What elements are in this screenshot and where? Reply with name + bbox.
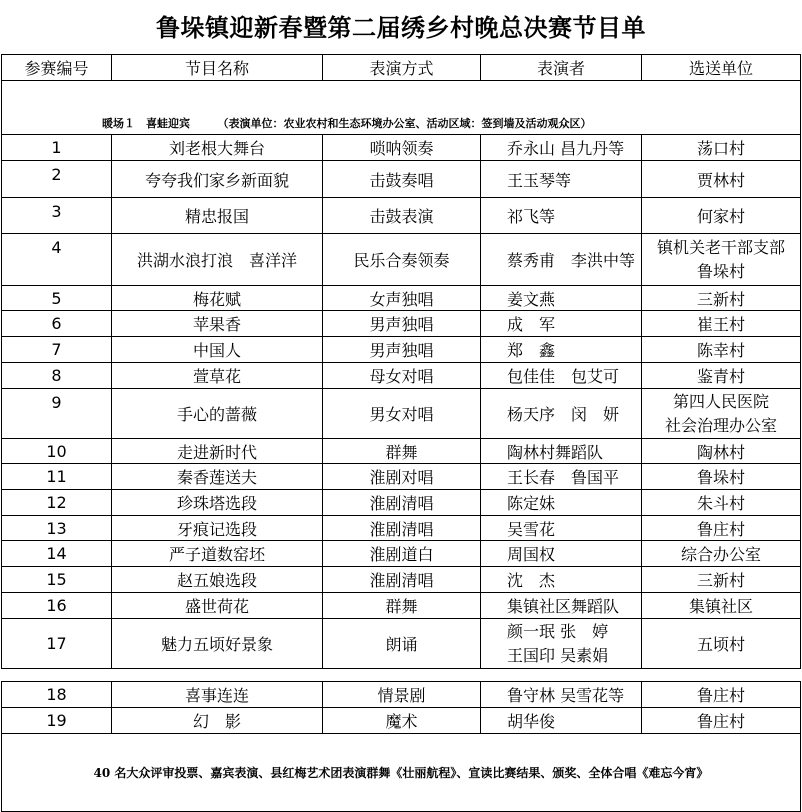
performance-type: 淮剧对唱 [323,464,481,490]
submitting-unit: 集镇社区 [642,593,801,619]
program-name: 喜事连连 [112,682,323,708]
submitting-unit: 鉴青村 [642,363,801,389]
submitting-unit-line-1: 第四人民医院 [672,391,769,411]
submitting-unit: 五顷村 [642,619,801,669]
table-row [2,593,801,619]
entry-number: 17 [2,619,112,669]
performer-line-2: 王国印 吴素娟 [507,645,609,665]
table-row [2,567,801,593]
performance-type: 击鼓奏唱 [323,161,481,198]
performer: 杨天序 闵 妍 [481,389,642,439]
entry-number: 12 [2,490,112,516]
entry-number: 4 [2,234,112,286]
performance-type: 淮剧清唱 [323,516,481,541]
performance-type: 群舞 [323,593,481,619]
entry-number: 10 [2,439,112,464]
performance-type: 淮剧清唱 [323,567,481,593]
program-name: 中国人 [112,337,323,363]
table-row [2,619,801,669]
entry-number: 5 [2,286,112,311]
table-row [2,682,801,708]
entry-number: 2 [2,161,112,198]
table-row [2,708,801,734]
performance-type: 淮剧清唱 [323,490,481,516]
performer: 吴雪花 [481,516,642,541]
program-name: 苹果香 [112,311,323,337]
table-row [2,286,801,311]
warmup-row [2,81,801,135]
performance-type: 唢呐领奏 [323,135,481,161]
header-cell: 表演方式 [323,55,481,81]
entry-number: 11 [2,464,112,490]
performance-type: 母女对唱 [323,363,481,389]
program-name: 梅花赋 [112,286,323,311]
performer: 王长春 鲁国平 [481,464,642,490]
performer: 王玉琴等 [481,161,642,198]
submitting-unit: 综合办公室 [642,541,801,567]
submitting-unit [642,389,801,439]
submitting-unit: 鲁庄村 [642,516,801,541]
table-header-row [2,55,801,81]
entry-number: 7 [2,337,112,363]
entry-number: 8 [2,363,112,389]
performance-type: 朗诵 [323,619,481,669]
performer: 周国权 [481,541,642,567]
program-name: 幻 影 [112,708,323,734]
entry-number: 13 [2,516,112,541]
performer: 蔡秀甫 李洪中等 [481,234,642,286]
submitting-unit: 三新村 [642,567,801,593]
submitting-unit: 三新村 [642,286,801,311]
submitting-unit: 崔王村 [642,311,801,337]
program-table-main [1,54,801,669]
entry-number: 6 [2,311,112,337]
program-name: 牙痕记选段 [112,516,323,541]
submitting-unit: 鲁庄村 [642,708,801,734]
table-row [2,490,801,516]
performer: 成 军 [481,311,642,337]
performance-type: 情景剧 [323,682,481,708]
performance-type: 魔术 [323,708,481,734]
program-name: 洪湖水浪打浪 喜洋洋 [112,234,323,286]
table-row [2,198,801,234]
performer: 郑 鑫 [481,337,642,363]
entry-number: 15 [2,567,112,593]
performer [481,619,642,669]
page-title: 鲁垛镇迎新春暨第二届绣乡村晚总决赛节目单 [156,13,646,42]
program-name: 盛世荷花 [112,593,323,619]
table-row [2,363,801,389]
performance-type: 女声独唱 [323,286,481,311]
program-name: 珍珠塔选段 [112,490,323,516]
performer: 胡华俊 [481,708,642,734]
entry-number: 18 [2,682,112,708]
performance-type: 男声独唱 [323,337,481,363]
entry-number: 1 [2,135,112,161]
performance-type: 淮剧道白 [323,541,481,567]
submitting-unit: 陈幸村 [642,337,801,363]
submitting-unit-line-2: 社会治理办公室 [664,415,777,435]
table-row [2,337,801,363]
warmup-note: 暖场１ 喜蛙迎宾 （表演单位：农业农村和生态环境办公室、活动区域：签到墙及活动观众区） [2,81,801,135]
performer: 鲁守林 吴雪花等 [481,682,642,708]
submitting-unit: 陶林村 [642,439,801,464]
submitting-unit: 鲁庄村 [642,682,801,708]
program-name: 刘老根大舞台 [112,135,323,161]
table-row [2,161,801,198]
program-name: 赵五娘选段 [112,567,323,593]
program-name: 萱草花 [112,363,323,389]
header-cell: 表演者 [481,55,642,81]
performance-type: 民乐合奏领奏 [323,234,481,286]
table-row [2,439,801,464]
entry-number: 19 [2,708,112,734]
submitting-unit: 鲁垛村 [642,464,801,490]
submitting-unit-line-1: 镇机关老干部支部 [656,237,785,257]
submitting-unit [642,234,801,286]
program-table-continued [1,681,801,812]
performer: 陈定妹 [481,490,642,516]
table-row [2,234,801,286]
footer-row [2,734,801,812]
table-row [2,516,801,541]
performer: 陶林村舞蹈队 [481,439,642,464]
performer: 姜文燕 [481,286,642,311]
submitting-unit: 朱斗村 [642,490,801,516]
entry-number: 16 [2,593,112,619]
submitting-unit: 何家村 [642,198,801,234]
performer-line-1: 颜一珉 张 婷 [507,621,609,641]
table-row [2,541,801,567]
entry-number: 3 [2,198,112,234]
program-name: 夸夸我们家乡新面貌 [112,161,323,198]
entry-number: 14 [2,541,112,567]
table-row [2,464,801,490]
table-row [2,135,801,161]
program-name: 走进新时代 [112,439,323,464]
submitting-unit-line-2: 鲁垛村 [696,261,745,281]
program-name: 严子道数窑坯 [112,541,323,567]
performer: 集镇社区舞蹈队 [481,593,642,619]
program-name: 秦香莲送夫 [112,464,323,490]
performer: 包佳佳 包艾可 [481,363,642,389]
header-cell: 选送单位 [642,55,801,81]
header-cell: 参赛编号 [2,55,112,81]
submitting-unit: 贾林村 [642,161,801,198]
program-name: 手心的蔷薇 [112,389,323,439]
program-name: 魅力五顷好景象 [112,619,323,669]
table-row [2,311,801,337]
performer: 乔永山 昌九丹等 [481,135,642,161]
header-cell: 节目名称 [112,55,323,81]
performance-type: 男声独唱 [323,311,481,337]
performance-type: 群舞 [323,439,481,464]
submitting-unit: 荡口村 [642,135,801,161]
performer: 沈 杰 [481,567,642,593]
entry-number: 9 [2,389,112,439]
program-name: 精忠报国 [112,198,323,234]
performance-type: 击鼓表演 [323,198,481,234]
table-row [2,389,801,439]
performer: 祁飞等 [481,198,642,234]
performance-type: 男女对唱 [323,389,481,439]
closing-note: 40 名大众评审投票、嘉宾表演、县红梅艺术团表演群舞《壮丽航程》、宣读比赛结果、颁奖、全体合唱《难忘今宵》 [2,734,801,812]
